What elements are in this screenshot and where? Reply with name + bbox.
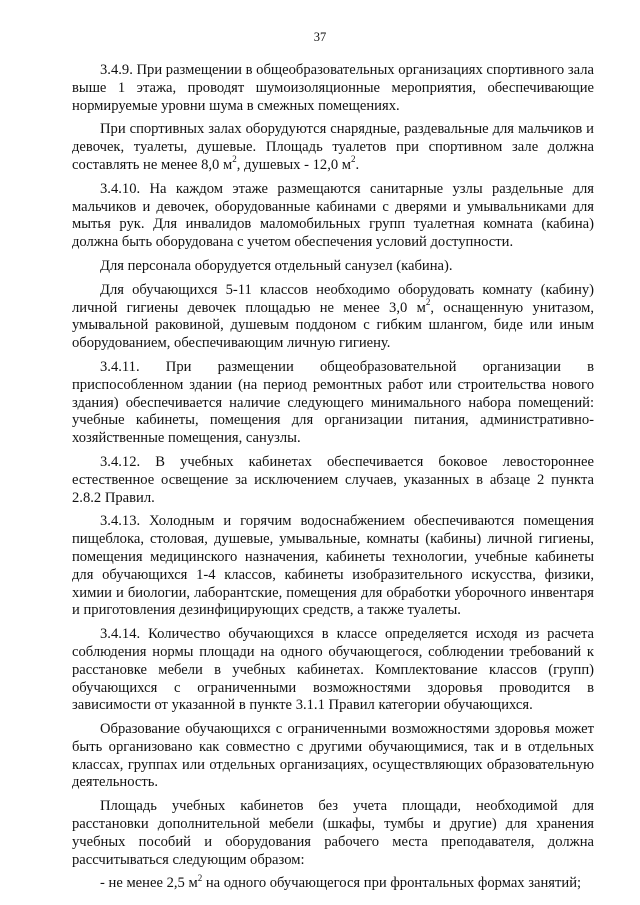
paragraph-staff-toilet: Для персонала оборудуется отдельный санузел (кабина). (100, 257, 453, 274)
text-segment: , душевых - 12,0 м (236, 156, 352, 173)
paragraph-inclusive-education: Образование обучающихся с ограниченными возможностями здоровья может быть организовано как совместно с другими обучающимися, так и в отдельных классах, группах или отдельных организациях, осуществляющих образовательную деятельность. (72, 721, 594, 791)
text-segment: , оснащенную унитазом, умывальной раковиной, душевым поддоном с гибким шлангом, биде или иным оборудованием, обеспечивающим личную гигиену. (72, 299, 595, 352)
paragraph-hygiene-room (72, 282, 594, 353)
paragraph-sport-hall-rooms (72, 121, 594, 174)
superscript: 2 (232, 154, 237, 165)
paragraph-3-4-14: 3.4.14. Количество обучающихся в классе определяется исходя из расчета соблюдения нормы площади на одного обучающегося, соблюдении требований к расстановке мебели в учебных кабинетах. Комплектование классов (групп) обучающихся с ограниченными возможностями здоровья проводится в зависимости от указанной в пункте 3.1.1 Правил категории обучающихся. (72, 626, 594, 714)
text-segment: на одного обучающегося при фронтальных формах занятий; (202, 875, 582, 892)
text-segment: - не менее 2,5 м (100, 875, 198, 892)
superscript: 2 (197, 872, 203, 883)
paragraph-3-4-12: 3.4.12. В учебных кабинетах обеспечивается боковое левостороннее естественное освещение за исключением случаев, указанных в абзаце 2 пункта 2.8.2 Правил. (72, 453, 594, 506)
page-number: 37 (313, 30, 327, 44)
document-body (72, 62, 594, 893)
superscript: 2 (425, 296, 431, 307)
paragraph-3-4-13: 3.4.13. Холодным и горячим водоснабжением обеспечиваются помещения пищеблока, столовая, душевые, умывальные, комнаты (кабины) личной гигиены, помещения медицинского назначения, кабинеты технологии, учебные кабинеты для обучающихся 1-4 классов, кабинеты изобразительного искусства, физики, химии и биологии, лаборантские, помещения для обработки уборочного инвентаря и приготовления дезинфицирующих средств, а также туалеты. (72, 513, 594, 619)
text-segment: . (355, 156, 360, 173)
superscript: 2 (351, 154, 356, 165)
paragraph-3-4-10: 3.4.10. На каждом этаже размещаются санитарные узлы раздельные для мальчиков и девочек, оборудованные кабинами с дверями и умывальниками для мытья рук. Для инвалидов маломобильных групп туалетная комната (кабина) должна быть оборудована с учетом обеспечения условий доступности. (72, 180, 594, 251)
paragraph-3-4-11: 3.4.11. При размещении общеобразовательной организации в приспособленном здании (на период ремонтных работ или строительства нового здания) обеспечивается наличие следующего минимального набора помещений: учебные кабинеты, помещения для организации питания, административно-хозяйственные помещения, санузлы. (72, 358, 594, 447)
paragraph-frontal-area (72, 872, 594, 893)
text-segment: Для обучающихся 5-11 классов необходимо оборудовать комнату (кабину) личной гигиены девочек площадью не менее 3,0 м (72, 281, 594, 316)
text-segment: При спортивных залах оборудуются снарядные, раздевальные для мальчиков и девочек, туалеты, душевые. Площадь туалетов при спортивном зале должна составлять не менее 8,0 м (72, 121, 594, 173)
paragraph-classroom-area: Площадь учебных кабинетов без учета площади, необходимой для расстановки дополнительной мебели (шкафы, тумбы и другие) для хранения учебных пособий и оборудования рабочего места преподавателя, должна рассчитываться следующим образом: (72, 798, 594, 868)
paragraph-3-4-9: 3.4.9. При размещении в общеобразовательных организациях спортивного зала выше 1 этажа, проводят шумоизоляционные мероприятия, обеспечивающие нормируемые уровни шума в смежных помещениях. (72, 62, 594, 114)
